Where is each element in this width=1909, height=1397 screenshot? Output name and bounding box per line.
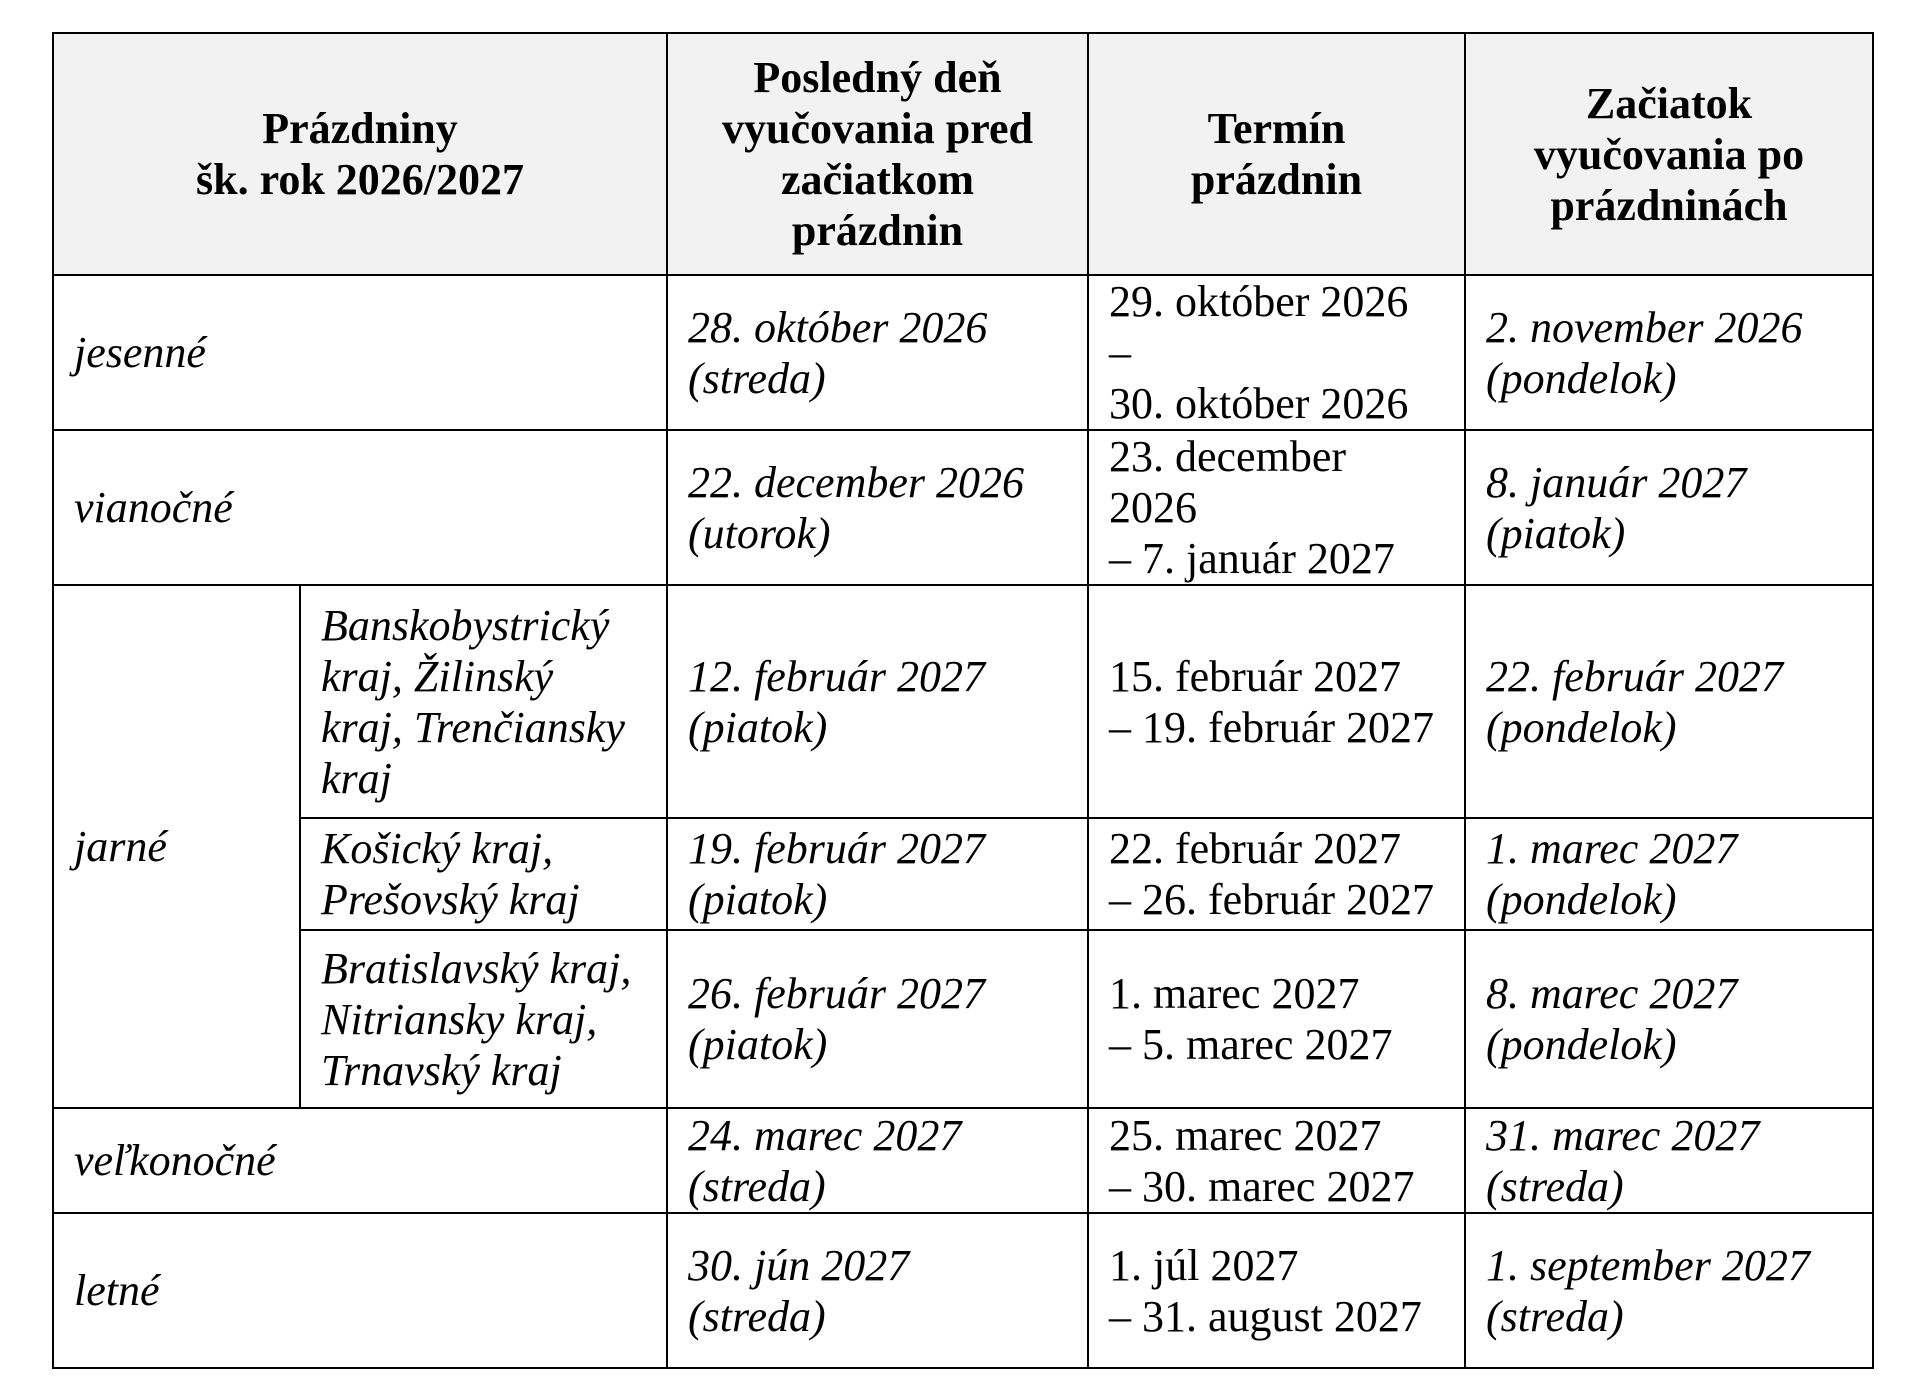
table-row xyxy=(53,1108,1873,1213)
region-cell: Banskobystrický kraj, Žilinský kraj, Trenčiansky kraj xyxy=(300,585,667,818)
last-day-cell: 24. marec 2027 (streda) xyxy=(667,1108,1088,1213)
header-row xyxy=(53,33,1873,275)
region-cell: Košický kraj, Prešovský kraj xyxy=(300,818,667,930)
holiday-type: veľkonočné xyxy=(53,1108,667,1213)
header-start: Začiatok vyučovania po prázdninách xyxy=(1465,33,1873,275)
table-row xyxy=(53,930,1873,1108)
table-row xyxy=(53,430,1873,585)
header-last-day: Posledný deň vyučovania pred začiatkom prázdnin xyxy=(667,33,1088,275)
start-cell: 2. november 2026 (pondelok) xyxy=(1465,275,1873,430)
term-cell: 25. marec 2027 – 30. marec 2027 xyxy=(1088,1108,1465,1213)
holiday-type: letné xyxy=(53,1213,667,1368)
last-day-cell: 19. február 2027 (piatok) xyxy=(667,818,1088,930)
last-day-cell: 26. február 2027 (piatok) xyxy=(667,930,1088,1108)
start-cell: 8. január 2027 (piatok) xyxy=(1465,430,1873,585)
term-cell: 15. február 2027 – 19. február 2027 xyxy=(1088,585,1465,818)
table-row xyxy=(53,275,1873,430)
table-row xyxy=(53,585,1873,818)
last-day-cell: 22. december 2026 (utorok) xyxy=(667,430,1088,585)
header-holidays: Prázdniny šk. rok 2026/2027 xyxy=(53,33,667,275)
holiday-type: jesenné xyxy=(53,275,667,430)
term-cell: 1. júl 2027 – 31. august 2027 xyxy=(1088,1213,1465,1368)
start-cell: 1. september 2027 (streda) xyxy=(1465,1213,1873,1368)
header-term: Termín prázdnin xyxy=(1088,33,1465,275)
term-cell: 1. marec 2027 – 5. marec 2027 xyxy=(1088,930,1465,1108)
start-cell: 31. marec 2027 (streda) xyxy=(1465,1108,1873,1213)
table-row xyxy=(53,1213,1873,1368)
term-cell: 23. december 2026 – 7. január 2027 xyxy=(1088,430,1465,585)
start-cell: 8. marec 2027 (pondelok) xyxy=(1465,930,1873,1108)
holiday-schedule-table xyxy=(52,32,1874,1369)
table-row xyxy=(53,818,1873,930)
region-cell: Bratislavský kraj, Nitriansky kraj, Trnavský kraj xyxy=(300,930,667,1108)
start-cell: 1. marec 2027 (pondelok) xyxy=(1465,818,1873,930)
start-cell: 22. február 2027 (pondelok) xyxy=(1465,585,1873,818)
term-cell: 22. február 2027 – 26. február 2027 xyxy=(1088,818,1465,930)
last-day-cell: 12. február 2027 (piatok) xyxy=(667,585,1088,818)
holiday-type: vianočné xyxy=(53,430,667,585)
holiday-type: jarné xyxy=(53,585,300,1108)
term-cell: 29. október 2026 – 30. október 2026 xyxy=(1088,275,1465,430)
last-day-cell: 28. október 2026 (streda) xyxy=(667,275,1088,430)
last-day-cell: 30. jún 2027 (streda) xyxy=(667,1213,1088,1368)
